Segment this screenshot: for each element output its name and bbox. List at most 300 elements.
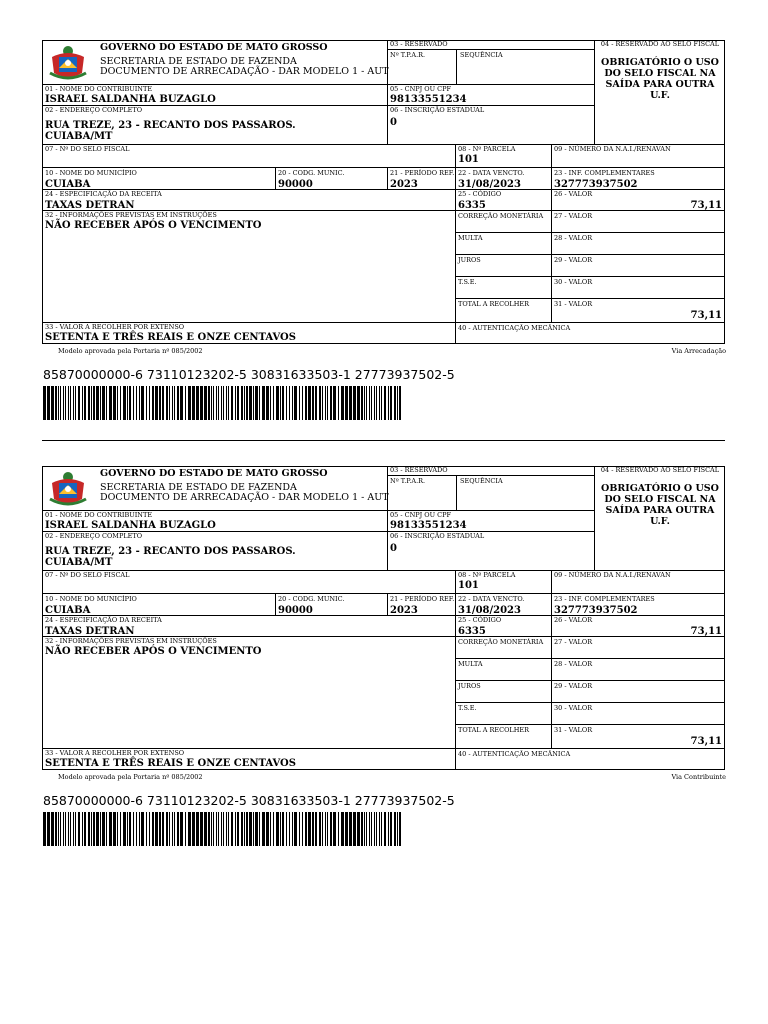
barcode-bar	[68, 812, 69, 846]
barcode-bar	[127, 386, 128, 420]
barcode-bar	[397, 386, 398, 420]
barcode-bar	[113, 812, 116, 846]
inscricao-label: 06 - INSCRIÇÃO ESTADUAL	[390, 532, 485, 540]
barcode-bar	[341, 386, 344, 420]
barcode-bar	[302, 812, 303, 846]
barcode-bar	[146, 386, 147, 420]
dar-slip-contribuinte	[42, 466, 725, 770]
barcode-bar	[133, 812, 134, 846]
barcode-bar	[289, 386, 290, 420]
barcode-bar	[259, 386, 260, 420]
barcode-bar	[63, 812, 64, 846]
nai-label: 09 - NÚMERO DA N.A.I./RENAVAN	[554, 145, 671, 153]
selo-fiscal-label: 07 - Nº DO SELO FISCAL	[45, 145, 130, 153]
valor28-label: 28 - VALOR	[554, 660, 593, 668]
reservado-selo-label: 04 - RESERVADO AO SELO FISCAL	[600, 40, 720, 48]
barcode-bar	[96, 386, 99, 420]
barcode-bar	[204, 386, 207, 420]
barcode-bar	[249, 812, 252, 846]
barcode-bar	[357, 386, 360, 420]
coat-of-arms-icon	[48, 43, 88, 81]
barcode-bar	[96, 812, 99, 846]
periodo-label: 21 - PERÍODO REF.	[390, 169, 455, 177]
barcode-bar	[70, 812, 71, 846]
barcode-bar	[152, 812, 154, 846]
barcode-bar	[82, 812, 83, 846]
barcode-bar	[213, 812, 214, 846]
barcode-bar	[262, 386, 265, 420]
barcode-bar	[322, 812, 323, 846]
barcode-bar	[319, 812, 321, 846]
barcode-bar	[58, 386, 59, 420]
barcode-bar	[330, 386, 332, 420]
barcode-bar	[361, 812, 363, 846]
barcode-bar	[55, 386, 57, 420]
nome-label: 01 - NOME DO CONTRIBUINTE	[45, 511, 153, 519]
barcode-bar	[384, 812, 386, 846]
portaria-note: Modelo aprovada pela Portaria nº 085/2002	[58, 347, 203, 355]
barcode-bar	[88, 812, 90, 846]
barcode-bar	[364, 386, 365, 420]
barcode-bar	[345, 386, 348, 420]
inf-compl-label: 23 - INF. COMPLEMENTARES	[554, 595, 655, 603]
barcode-bar	[305, 386, 307, 420]
valor27-label: 27 - VALOR	[554, 638, 593, 646]
barcode-bar	[371, 812, 372, 846]
autenticacao-label: 40 - AUTENTICAÇÃO MECÂNICA	[458, 324, 571, 332]
barcode-bar	[308, 386, 311, 420]
barcode-bar	[388, 812, 389, 846]
barcode-bar	[102, 812, 105, 846]
cnpj-value: 98133551234	[390, 520, 467, 531]
barcode-bar	[255, 812, 258, 846]
valor31-value: 73,11	[690, 736, 722, 747]
barcode-bar	[113, 386, 116, 420]
barcode-bar	[75, 812, 76, 846]
inscricao-value: 0	[390, 543, 397, 554]
barcode-bar	[374, 386, 375, 420]
juros-label: JUROS	[458, 256, 481, 264]
barcode-bar	[255, 386, 258, 420]
barcode-bar	[208, 812, 210, 846]
multa-label: MULTA	[458, 660, 483, 668]
barcode-bar	[244, 812, 245, 846]
barcode-bar	[246, 386, 248, 420]
barcode-bar	[376, 812, 377, 846]
barcode-bar	[381, 812, 382, 846]
informacoes-value: NÃO RECEBER APÓS O VENCIMENTO	[45, 220, 262, 231]
vencto-value: 31/08/2023	[458, 179, 521, 190]
barcode-bar	[196, 386, 199, 420]
barcode-bar	[200, 812, 203, 846]
barcode-bar	[185, 812, 186, 846]
barcode-bar	[211, 386, 212, 420]
barcode-bar	[338, 812, 339, 846]
barcode-bar	[315, 386, 317, 420]
municipio-label: 10 - NOME DO MUNICÍPIO	[45, 169, 137, 177]
barcode-bar	[218, 812, 219, 846]
tse-label: T.S.E.	[458, 704, 477, 712]
barcode-bar	[276, 386, 279, 420]
barcode-bar	[78, 386, 80, 420]
endereco-line-2: CUIABA/MT	[45, 557, 113, 568]
barcode-bar	[109, 812, 112, 846]
barcode-bar	[325, 386, 326, 420]
barcode-bar	[102, 386, 105, 420]
barcode-bar	[276, 812, 279, 846]
barcode-bar	[397, 812, 398, 846]
reservado-label: 03 - RESERVADO	[390, 40, 448, 48]
barcode-bar	[166, 812, 168, 846]
valor31-label: 31 - VALOR	[554, 726, 593, 734]
barcode-bar	[231, 812, 233, 846]
barcode-bar	[379, 812, 380, 846]
barcode-bar	[78, 812, 80, 846]
barcode-bar	[394, 386, 396, 420]
vencto-label: 22 - DATA VENCTO.	[458, 595, 525, 603]
barcode-bar	[330, 812, 332, 846]
valor30-label: 30 - VALOR	[554, 704, 593, 712]
barcode-bar	[270, 812, 271, 846]
barcode-bar	[172, 386, 173, 420]
coat-of-arms-icon	[48, 469, 88, 507]
barcode-bar	[177, 812, 179, 846]
barcode-bar	[286, 386, 287, 420]
codigo-value: 6335	[458, 626, 486, 637]
barcode-bar	[327, 386, 328, 420]
barcode-bar	[286, 812, 287, 846]
barcode-bar	[228, 812, 229, 846]
barcode-bar	[55, 812, 57, 846]
parcela-label: 08 - Nº PARCELA	[458, 571, 516, 579]
barcode-bar	[196, 812, 199, 846]
barcode-bar	[169, 812, 170, 846]
barcode-bar	[376, 386, 377, 420]
municipio-value: CUIABA	[45, 605, 91, 616]
barcode-bar	[249, 386, 252, 420]
barcode-bar	[294, 386, 297, 420]
nome-value: ISRAEL SALDANHA BUZAGLO	[45, 520, 216, 531]
dar-slip-arrecadacao	[42, 40, 725, 344]
barcode-bar	[253, 812, 254, 846]
barcode-bar	[139, 386, 140, 420]
endereco-line-1: RUA TREZE, 23 - RECANTO DOS PASSAROS.	[45, 120, 296, 131]
barcode-bar	[302, 386, 303, 420]
endereco-label: 02 - ENDEREÇO COMPLETO	[45, 532, 143, 540]
barcode-bar	[379, 386, 380, 420]
barcode-bar	[65, 386, 66, 420]
barcode-bar	[73, 812, 74, 846]
endereco-line-2: CUIABA/MT	[45, 131, 113, 142]
documento-title: DOCUMENTO DE ARRECADAÇÃO - DAR MODELO 1 - AUT	[100, 66, 389, 77]
valor29-label: 29 - VALOR	[554, 256, 593, 264]
barcode-bar	[353, 386, 356, 420]
barcode-bar	[70, 386, 71, 420]
reservado-label: 03 - RESERVADO	[390, 466, 448, 474]
especificacao-label: 24 - ESPECIFICAÇÃO DA RECEITA	[45, 190, 162, 198]
cnpj-label: 05 - CNPJ OU CPF	[390, 85, 452, 93]
codigo-label: 25 - CÓDIGO	[458, 190, 502, 198]
barcode-bar	[266, 812, 269, 846]
barcode-bar	[226, 812, 227, 846]
barcode-bar	[394, 812, 396, 846]
barcode-bar	[259, 812, 260, 846]
tse-label: T.S.E.	[458, 278, 477, 286]
documento-title: DOCUMENTO DE ARRECADAÇÃO - DAR MODELO 1 - AUT	[100, 492, 389, 503]
barcode-bar	[211, 812, 212, 846]
barcode-bar	[289, 812, 290, 846]
barcode-bar	[200, 386, 203, 420]
barcode-bar	[155, 386, 158, 420]
barcode-bar	[221, 386, 222, 420]
cod-munic-value: 90000	[278, 179, 313, 190]
barcode-bar	[100, 386, 101, 420]
endereco-line-1: RUA TREZE, 23 - RECANTO DOS PASSAROS.	[45, 546, 296, 557]
barcode-bar	[84, 812, 86, 846]
barcode-bar	[364, 812, 365, 846]
barcode-bar	[65, 812, 66, 846]
barcode-bar	[226, 386, 227, 420]
periodo-value: 2023	[390, 605, 418, 616]
barcode-bar	[109, 386, 112, 420]
barcode-bar	[273, 812, 274, 846]
endereco-label: 02 - ENDEREÇO COMPLETO	[45, 106, 143, 114]
barcode-bar	[241, 812, 243, 846]
valor30-label: 30 - VALOR	[554, 278, 593, 286]
barcode-bar	[192, 386, 195, 420]
cut-line	[42, 440, 725, 441]
barcode-bar	[292, 386, 293, 420]
barcode-bar	[188, 386, 191, 420]
barcode-bar	[322, 386, 323, 420]
barcode-bar	[51, 386, 54, 420]
barcode-bar	[106, 812, 107, 846]
barcode-bar	[172, 812, 173, 846]
barcode-bar	[353, 812, 356, 846]
selo-text: OBRIGATÓRIO O USO DO SELO FISCAL NA SAÍDA PARA OUTRA U.F.	[601, 57, 719, 101]
correcao-label: CORREÇÃO MONETÁRIA	[458, 638, 544, 646]
nome-value: ISRAEL SALDANHA BUZAGLO	[45, 94, 216, 105]
barcode-bar	[141, 386, 144, 420]
valor26-label: 26 - VALOR	[554, 190, 593, 198]
barcode-bar	[117, 812, 118, 846]
barcode-bar	[159, 386, 161, 420]
inf-compl-value: 327773937502	[554, 179, 638, 190]
barcode-bar	[188, 812, 191, 846]
barcode-bar	[312, 386, 314, 420]
barcode-bar	[390, 812, 392, 846]
valor28-label: 28 - VALOR	[554, 234, 593, 242]
barcode-bar	[208, 386, 210, 420]
barcode-bar	[120, 386, 121, 420]
autenticacao-label: 40 - AUTENTICAÇÃO MECÂNICA	[458, 750, 571, 758]
barcode-bar	[149, 386, 150, 420]
barcode-bar	[60, 812, 61, 846]
cnpj-label: 05 - CNPJ OU CPF	[390, 511, 452, 519]
barcode-bar	[280, 812, 281, 846]
barcode-bar	[169, 386, 170, 420]
barcode-bar	[221, 812, 222, 846]
barcode-bar	[361, 386, 363, 420]
barcode-bar	[270, 386, 271, 420]
barcode-bar	[100, 812, 101, 846]
barcode-bar	[244, 386, 245, 420]
extenso-value: SETENTA E TRÊS REAIS E ONZE CENTAVOS	[45, 758, 296, 769]
total-label: TOTAL A RECOLHER	[458, 726, 530, 734]
codigo-value: 6335	[458, 200, 486, 211]
barcode-bar	[129, 386, 131, 420]
especificacao-value: TAXAS DETRAN	[45, 200, 135, 211]
valor29-label: 29 - VALOR	[554, 682, 593, 690]
barcode-bar	[357, 812, 360, 846]
valor26-value: 73,11	[690, 626, 722, 637]
barcode-bar	[262, 812, 265, 846]
barcode-bar	[185, 386, 186, 420]
barcode-bar	[308, 812, 311, 846]
barcode-bar	[333, 812, 336, 846]
informacoes-label: 32 - INFORMAÇÕES PREVISTAS EM INSTRUÇÕES	[45, 637, 217, 645]
valor31-value: 73,11	[690, 310, 722, 321]
cod-munic-value: 90000	[278, 605, 313, 616]
barcode-bar	[47, 386, 50, 420]
barcode-bar	[374, 812, 375, 846]
barcode-bar	[292, 812, 293, 846]
barcode-bar	[60, 386, 61, 420]
parcela-value: 101	[458, 154, 479, 165]
barcode-bar	[91, 386, 92, 420]
informacoes-label: 32 - INFORMAÇÕES PREVISTAS EM INSTRUÇÕES	[45, 211, 217, 219]
inf-compl-label: 23 - INF. COMPLEMENTARES	[554, 169, 655, 177]
barcode-bar	[305, 812, 307, 846]
inscricao-value: 0	[390, 117, 397, 128]
barcode-bar	[47, 812, 50, 846]
barcode-bar	[282, 812, 284, 846]
parcela-value: 101	[458, 580, 479, 591]
nai-label: 09 - NÚMERO DA N.A.I./RENAVAN	[554, 571, 671, 579]
barcode-bar	[399, 386, 401, 420]
barcode-bar	[349, 386, 352, 420]
barcode-bar	[43, 812, 46, 846]
periodo-label: 21 - PERÍODO REF.	[390, 595, 455, 603]
gov-title: GOVERNO DO ESTADO DE MATO GROSSO	[100, 42, 328, 53]
barcode-bar	[58, 812, 59, 846]
barcode-bar	[84, 386, 86, 420]
sequencia-label: SEQUÊNCIA	[460, 51, 503, 59]
barcode-bar	[204, 812, 207, 846]
barcode-bar	[162, 812, 164, 846]
barcode-bar	[174, 386, 175, 420]
barcode-bar	[369, 812, 370, 846]
barcode-bar	[218, 386, 219, 420]
barcode-bar	[235, 386, 236, 420]
tpar-label: Nº T.P.A.R.	[390, 477, 426, 485]
barcode-bar	[273, 386, 274, 420]
tpar-label: Nº T.P.A.R.	[390, 51, 426, 59]
barcode-bar	[319, 386, 321, 420]
inf-compl-value: 327773937502	[554, 605, 638, 616]
barcode-bar	[152, 386, 154, 420]
barcode-bar	[280, 386, 281, 420]
barcode-bar	[228, 386, 229, 420]
barcode-bar	[345, 812, 348, 846]
barcode-bar	[235, 812, 236, 846]
barcode-bar	[312, 812, 314, 846]
barcode-bar	[369, 386, 370, 420]
barcode-bar	[162, 386, 164, 420]
codigo-label: 25 - CÓDIGO	[458, 616, 502, 624]
barcode-bar	[315, 812, 317, 846]
secretaria-title: SECRETARIA DE ESTADO DE FAZENDA	[100, 56, 297, 67]
barcode-bar	[399, 812, 401, 846]
barcode-bar	[133, 386, 134, 420]
barcode-bar	[223, 386, 224, 420]
secretaria-title: SECRETARIA DE ESTADO DE FAZENDA	[100, 482, 297, 493]
barcode-bar	[384, 386, 386, 420]
portaria-note: Modelo aprovada pela Portaria nº 085/2002	[58, 773, 203, 781]
barcode-bar	[325, 812, 326, 846]
multa-label: MULTA	[458, 234, 483, 242]
barcode-bar	[299, 386, 300, 420]
barcode-image	[43, 386, 405, 420]
parcela-label: 08 - Nº PARCELA	[458, 145, 516, 153]
especificacao-label: 24 - ESPECIFICAÇÃO DA RECEITA	[45, 616, 162, 624]
juros-label: JUROS	[458, 682, 481, 690]
barcode-bar	[223, 812, 224, 846]
informacoes-value: NÃO RECEBER APÓS O VENCIMENTO	[45, 646, 262, 657]
barcode-bar	[117, 386, 118, 420]
especificacao-value: TAXAS DETRAN	[45, 626, 135, 637]
barcode-bar	[123, 812, 126, 846]
extenso-label: 33 - VALOR A RECOLHER POR EXTENSO	[45, 749, 185, 757]
extenso-label: 33 - VALOR A RECOLHER POR EXTENSO	[45, 323, 185, 331]
selo-fiscal-label: 07 - Nº DO SELO FISCAL	[45, 571, 130, 579]
barcode-bar	[68, 386, 69, 420]
barcode-bar	[159, 812, 161, 846]
barcode-bar	[106, 386, 107, 420]
barcode-bar	[381, 386, 382, 420]
barcode-bar	[88, 386, 90, 420]
barcode-digits: 85870000000-6 73110123202-5 30831633503-1 27773937502-5	[43, 793, 455, 808]
cnpj-value: 98133551234	[390, 94, 467, 105]
municipio-label: 10 - NOME DO MUNICÍPIO	[45, 595, 137, 603]
barcode-bar	[180, 812, 183, 846]
barcode-bar	[192, 812, 195, 846]
barcode-bar	[120, 812, 121, 846]
barcode-bar	[237, 812, 239, 846]
total-label: TOTAL A RECOLHER	[458, 300, 530, 308]
barcode-bar	[294, 812, 297, 846]
via-contribuinte: Via Contribuinte	[671, 773, 726, 781]
barcode-bar	[216, 386, 217, 420]
barcode-bar	[43, 386, 46, 420]
barcode-bar	[91, 812, 92, 846]
barcode-bar	[366, 812, 367, 846]
barcode-bar	[371, 386, 372, 420]
barcode-bar	[141, 812, 144, 846]
cod-munic-label: 20 - CODG. MUNIC.	[278, 595, 345, 603]
barcode-bar	[123, 386, 126, 420]
barcode-bar	[341, 812, 344, 846]
barcode-bar	[177, 386, 179, 420]
barcode-bar	[166, 386, 168, 420]
barcode-bar	[299, 812, 300, 846]
barcode-bar	[216, 812, 217, 846]
valor27-label: 27 - VALOR	[554, 212, 593, 220]
barcode-bar	[237, 386, 239, 420]
municipio-value: CUIABA	[45, 179, 91, 190]
gov-title: GOVERNO DO ESTADO DE MATO GROSSO	[100, 468, 328, 479]
vencto-value: 31/08/2023	[458, 605, 521, 616]
